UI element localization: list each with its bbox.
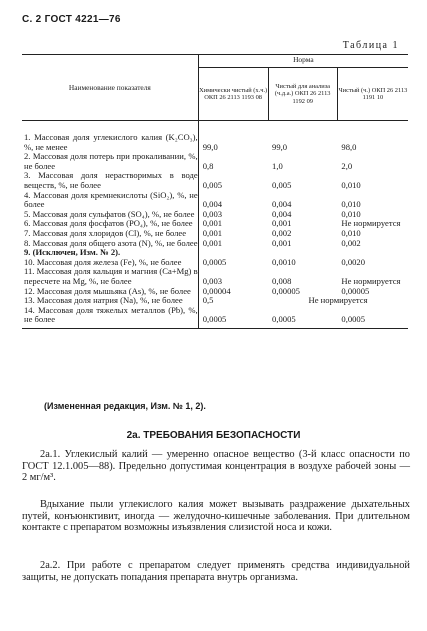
value-cell: 99,0 [202, 141, 218, 152]
column-header-norma: Норма [198, 55, 408, 68]
value-cell: 0,001 [272, 218, 292, 229]
table-row [22, 171, 408, 190]
row-name: 7. Массовая доля хлоридов (Cl), %, не более [22, 229, 198, 239]
row-name: 12. Массовая доля мышьяка (As), %, не более [22, 287, 198, 297]
row-name: 9. (Исключен, Изм. № 2). [22, 248, 198, 258]
table-row [22, 191, 408, 210]
value-cell: 0,003 [202, 208, 223, 219]
value-cell: 0,010 [341, 199, 361, 210]
row-name: 11. Массовая доля кальция и магния (Ca+Mg) в пересчете на Mg, %, не более [24, 266, 198, 286]
table-row [22, 121, 408, 153]
value-cell: 0,00005 [341, 285, 370, 296]
value-cell: 0,004 [272, 208, 292, 219]
value-cell: 0,008 [272, 275, 292, 286]
paragraph: 2а.2. При работе с препаратом следует применять средства индивидуальной защиты, не допускать попадания препарата внутрь организма. [22, 560, 410, 583]
page-header: С. 2 ГОСТ 4221—76 [22, 14, 121, 25]
value-cell: 0,5 [202, 295, 214, 306]
value-cell: 0,005 [272, 179, 292, 190]
value-cell: 0,002 [272, 227, 292, 238]
value-cell: 0,0005 [268, 306, 337, 329]
column-header-grade-1: Химически чистый (х.ч.) ОКП 26 2113 1193 08 [198, 68, 268, 121]
value-cell: 0,005 [202, 179, 223, 190]
row-name: 3. Массовая доля нерастворимых в воде веществ, %, не более [24, 170, 198, 190]
column-header-name: Наименование показателя [22, 55, 198, 121]
value-cell: 0,001 [202, 227, 223, 238]
column-header-grade-2: Чистый для анализа (ч.д.а.) ОКП 26 2113 1192 09 [268, 68, 337, 121]
value-cell: 0,001 [202, 218, 223, 229]
value-cell: 0,001 [202, 237, 223, 248]
table-row [22, 152, 408, 171]
value-cell: 0,010 [341, 227, 361, 238]
value-cell: 0,0005 [337, 306, 408, 329]
value-cell: 1,0 [272, 160, 283, 171]
value-cell: 0,0005 [198, 306, 268, 329]
paragraph: Вдыхание пыли углекислого калия может вызывать раздражение дыхательных путей, конъюнктивит, иногда — желудочно-кишечные заболевания. При длительном контакте с препаратом возможны изъязвления слизистой носа и кожи. [22, 499, 410, 534]
value-cell: 0,0005 [202, 256, 227, 267]
row-name: 13. Массовая доля натрия (Na), %, не более [22, 296, 198, 306]
row-name: 8. Массовая доля общего азота (N), %, не более [24, 237, 198, 248]
value-cell: 0,0010 [272, 256, 296, 267]
amendment-note: (Измененная редакция, Изм. № 1, 2). [44, 401, 206, 411]
value-cell: 0,004 [202, 199, 223, 210]
row-name: 5. Массовая доля сульфатов (SO₄), %, не более [22, 210, 198, 220]
value-cell: 0,010 [341, 179, 361, 190]
value-cell: 0,004 [272, 199, 292, 210]
row-name: 6. Массовая доля фосфатов (PO₄), %, не более [22, 219, 198, 229]
row-name: 10. Массовая доля железа (Fe), %, не более [22, 258, 198, 268]
value-cell: 0,003 [202, 275, 223, 286]
value-cell: 0,00005 [272, 285, 300, 296]
value-cell: 0,010 [341, 208, 361, 219]
section-title: 2а. ТРЕБОВАНИЯ БЕЗОПАСНОСТИ [126, 430, 301, 441]
row-name: 4. Массовая доля кремнекислоты (SiO₂), %, не более [24, 189, 198, 210]
value-cell: Не нормируется [341, 275, 401, 286]
table-row [22, 267, 408, 286]
value-cell: 0,001 [272, 237, 292, 248]
specification-table [22, 54, 408, 329]
paragraph: 2а.1. Углекислый калий — умеренно опасное вещество (3-й класс опасности по ГОСТ 12.1.005—88). Предельно допустимая концентрация в воздухе рабочей зоны — 2 мг/м³. [22, 449, 410, 484]
value-cell-spanning: Не нормируется [308, 295, 368, 306]
row-name: 2. Массовая доля потерь при прокаливании, %, не более [24, 151, 198, 171]
row-name: 14. Массовая доля тяжелых металлов (Pb), %, не более [22, 306, 198, 329]
value-cell: Не нормируется [341, 218, 401, 229]
value-cell: 0,00004 [202, 285, 231, 296]
value-cell: 2,0 [341, 160, 353, 171]
value-cell: 0,002 [341, 237, 361, 248]
value-cell: 0,0020 [341, 256, 366, 267]
value-cell: 98,0 [341, 141, 357, 152]
value-cell: 0,8 [202, 160, 214, 171]
column-header-grade-3: Чистый (ч.) ОКП 26 2113 1191 10 [337, 68, 408, 121]
value-cell: 99,0 [272, 141, 288, 152]
row-name: 1. Массовая доля углекислого калия (K₂CO₃), %, не менее [22, 121, 198, 153]
table-row [22, 306, 408, 329]
table-caption: Таблица 1 [342, 40, 399, 51]
